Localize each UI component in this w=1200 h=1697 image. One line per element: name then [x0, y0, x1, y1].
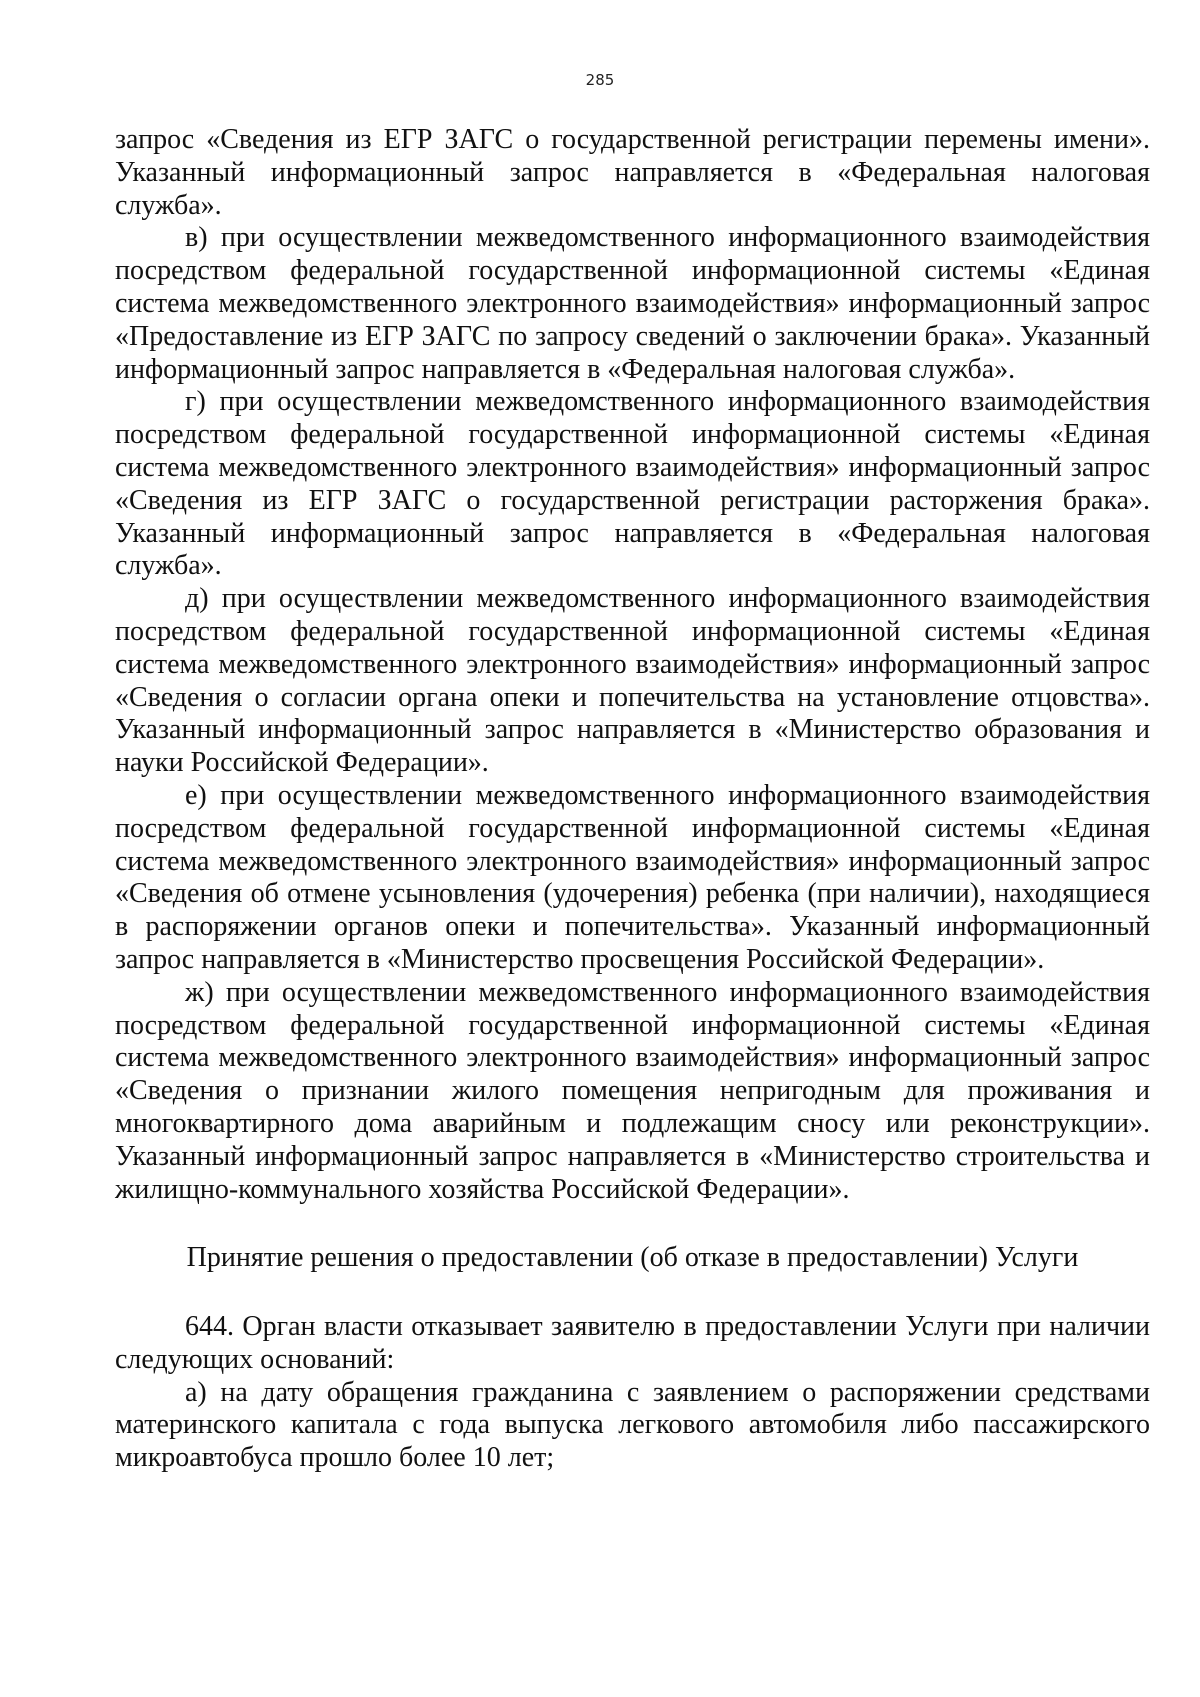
paragraph-item-zh: ж) при осуществлении межведомственного информационного взаимодействия посредством федеральной государственной информационной системы «Единая система межведомственного электронного взаимодействия» информационный запрос «Сведения о признании жилого помещения непригодным для проживания и многоквартирного дома аварийным и подлежащим сносу или реконструкции». Указанный информационный запрос направляется в «Министерство строительства и жилищно-коммунального хозяйства Российской Федерации».: [115, 976, 1150, 1205]
paragraph-item-e: е) при осуществлении межведомственного информационного взаимодействия посредством федеральной государственной информационной системы «Единая система межведомственного электронного взаимодействия» информационный запрос «Сведения об отмене усыновления (удочерения) ребенка (при наличии), находящиеся в распоряжении органов опеки и попечительства». Указанный информационный запрос направляется в «Министерство просвещения Российской Федерации».: [115, 779, 1150, 975]
section-heading: Принятие решения о предоставлении (об отказе в предоставлении) Услуги: [186, 1242, 1079, 1274]
paragraph-item-a: а) на дату обращения гражданина с заявлением о распоряжении средствами материнского капитала с года выпуска легкового автомобиля либо пассажирского микроавтобуса прошло более 10 лет;: [115, 1376, 1150, 1474]
paragraph-item-d: д) при осуществлении межведомственного информационного взаимодействия посредством федеральной государственной информационной системы «Единая система межведомственного электронного взаимодействия» информационный запрос «Сведения о согласии органа опеки и попечительства на установление отцовства». Указанный информационный запрос направляется в «Министерство образования и науки Российской Федерации».: [115, 583, 1150, 779]
paragraph-zags-name-change: запрос «Сведения из ЕГР ЗАГС о государственной регистрации перемены имени». Указанный информационный запрос направляется в «Федеральная налоговая служба».: [115, 124, 1150, 221]
page-number: 285: [585, 71, 615, 89]
paragraph-item-v: в) при осуществлении межведомственного информационного взаимодействия посредством федеральной государственной информационной системы «Единая система межведомственного электронного взаимодействия» информационный запрос «Предоставление из ЕГР ЗАГС по запросу сведений о заключении брака». Указанный информационный запрос направляется в «Федеральная налоговая служба».: [115, 222, 1150, 385]
document-body: [115, 124, 1150, 1475]
paragraph-item-g: г) при осуществлении межведомственного информационного взаимодействия посредством федеральной государственной информационной системы «Единая система межведомственного электронного взаимодействия» информационный запрос «Сведения из ЕГР ЗАГС о государственной регистрации расторжения брака». Указанный информационный запрос направляется в «Федеральная налоговая служба».: [115, 386, 1150, 582]
paragraph-644: 644. Орган власти отказывает заявителю в предоставлении Услуги при наличии следующих оснований:: [115, 1311, 1150, 1375]
